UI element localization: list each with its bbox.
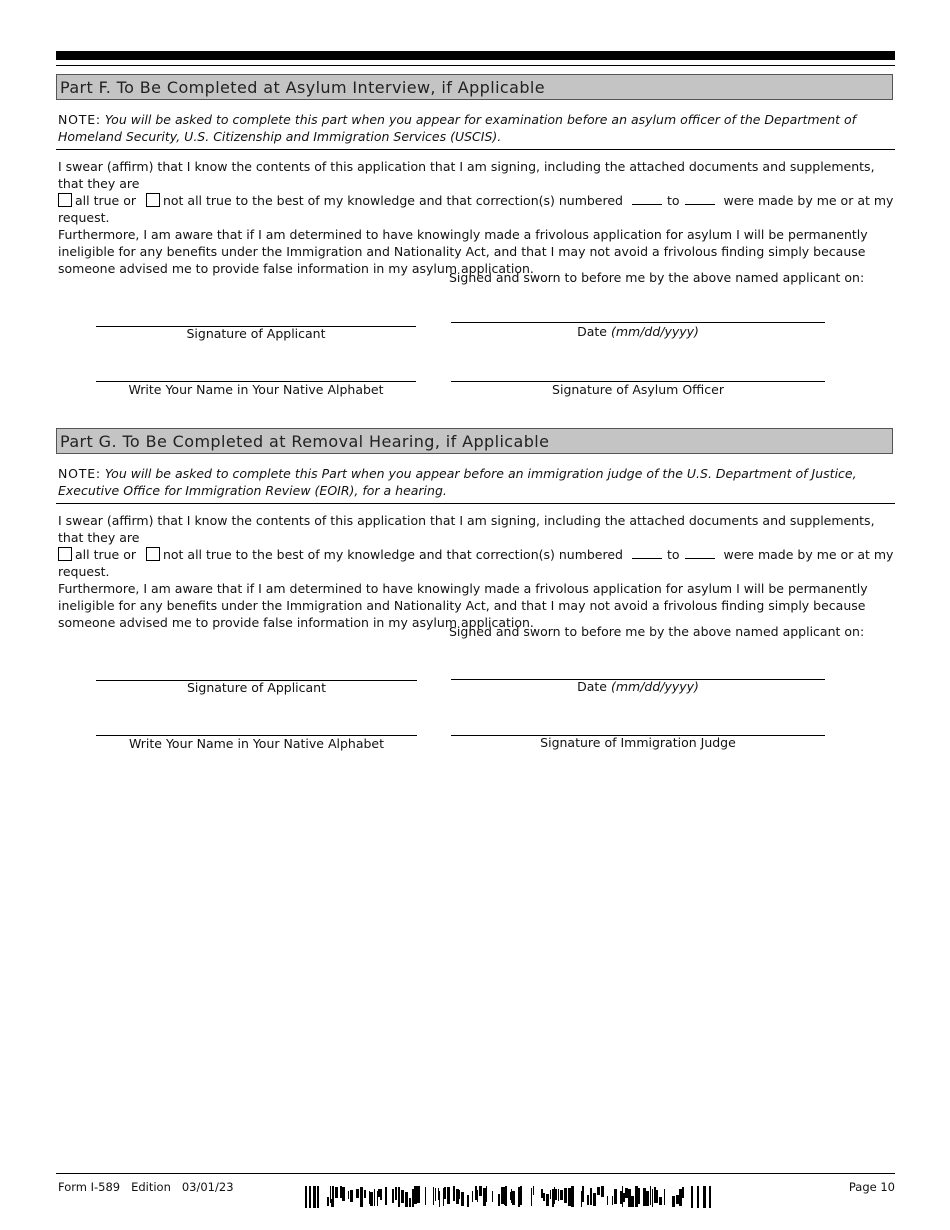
date-format: (mm/dd/yyyy) <box>610 324 699 339</box>
oath-rest: Furthermore, I am aware that if I am determined to have knowingly made a frivolous application for asylum I will be permanently ineligible for any benefits under the Immigration and Nationality Act, and that I may not avoid a frivolous finding simply because someone advised me to provide false information in my asylum application. <box>58 581 868 630</box>
part-g-oath <box>58 512 898 631</box>
correction-to-field[interactable] <box>685 193 715 205</box>
date-text: Date <box>577 679 607 694</box>
all-true-label: all true or <box>75 547 136 562</box>
date-text: Date <box>577 324 607 339</box>
part-f-note <box>58 111 898 145</box>
all-true-label: all true or <box>75 193 136 208</box>
were-made-label: were made by me or at my request. <box>58 547 894 579</box>
to-label: to <box>666 193 680 208</box>
part-f-rule <box>56 149 895 150</box>
native-name-label: Write Your Name in Your Native Alphabet <box>128 736 385 751</box>
were-made-label: were made by me or at my request. <box>58 193 894 225</box>
not-all-true-checkbox[interactable] <box>146 547 160 561</box>
date-line[interactable] <box>451 322 825 323</box>
judge-signature-label: Signature of Immigration Judge <box>540 735 736 750</box>
part-g-header: Part G. To Be Completed at Removal Hearing, if Applicable <box>56 428 893 454</box>
sworn-statement: Signed and sworn to before me by the above named applicant on: <box>449 270 865 285</box>
oath-line-1: I swear (affirm) that I know the contents of this application that I am signing, including the attached documents and supplements, that they are <box>58 159 875 191</box>
top-thin-rule <box>56 65 895 66</box>
note-text: You will be asked to complete this part when you appear for examination before an asylum officer of the Department of Homeland Security, U.S. Citizenship and Immigration Services (USCIS). <box>58 112 857 144</box>
date-label <box>451 324 825 339</box>
part-g-note <box>58 465 898 499</box>
not-all-true-label: not all true to the best of my knowledge and that correction(s) numbered <box>162 193 623 208</box>
native-name-label: Write Your Name in Your Native Alphabet <box>128 382 384 397</box>
all-true-checkbox[interactable] <box>58 193 72 207</box>
date-format: (mm/dd/yyyy) <box>610 679 699 694</box>
correction-to-field[interactable] <box>685 547 715 559</box>
footer-rule <box>56 1173 895 1174</box>
note-text: You will be asked to complete this Part when you appear before an immigration judge of the U.S. Department of Justice, Executive Office for Immigration Review (EOIR), for a hearing. <box>58 466 857 498</box>
edition-label: Edition <box>131 1180 171 1194</box>
barcode-graphic <box>305 1186 713 1208</box>
note-label: NOTE: <box>58 466 101 481</box>
page-number: Page 10 <box>848 1180 895 1194</box>
form-number: Form I-589 <box>58 1180 121 1194</box>
all-true-checkbox[interactable] <box>58 547 72 561</box>
note-label: NOTE: <box>58 112 101 127</box>
oath-rest: Furthermore, I am aware that if I am determined to have knowingly made a frivolous application for asylum I will be permanently ineligible for any benefits under the Immigration and Nationality Act, and that I may not avoid a frivolous finding simply because someone advised me to provide false information in my asylum application. <box>58 227 868 276</box>
edition-date: 03/01/23 <box>181 1180 234 1194</box>
part-f-oath <box>58 158 898 277</box>
top-thick-rule <box>56 51 895 60</box>
not-all-true-label: not all true to the best of my knowledge and that correction(s) numbered <box>162 547 623 562</box>
correction-from-field[interactable] <box>632 547 662 559</box>
applicant-signature-label: Signature of Applicant <box>186 326 326 341</box>
sworn-statement: Signed and sworn to before me by the above named applicant on: <box>449 624 865 639</box>
oath-line-1: I swear (affirm) that I know the contents of this application that I am signing, including the attached documents and supplements, that they are <box>58 513 875 545</box>
oath-line-2 <box>58 546 898 580</box>
correction-from-field[interactable] <box>632 193 662 205</box>
footer-form-info <box>58 1180 234 1194</box>
oath-line-2 <box>58 192 898 226</box>
to-label: to <box>666 547 680 562</box>
applicant-signature-label: Signature of Applicant <box>186 680 327 695</box>
officer-signature-label: Signature of Asylum Officer <box>552 382 724 397</box>
part-f-header: Part F. To Be Completed at Asylum Interview, if Applicable <box>56 74 893 100</box>
date-label <box>451 679 825 694</box>
part-g-rule <box>56 503 895 504</box>
not-all-true-checkbox[interactable] <box>146 193 160 207</box>
